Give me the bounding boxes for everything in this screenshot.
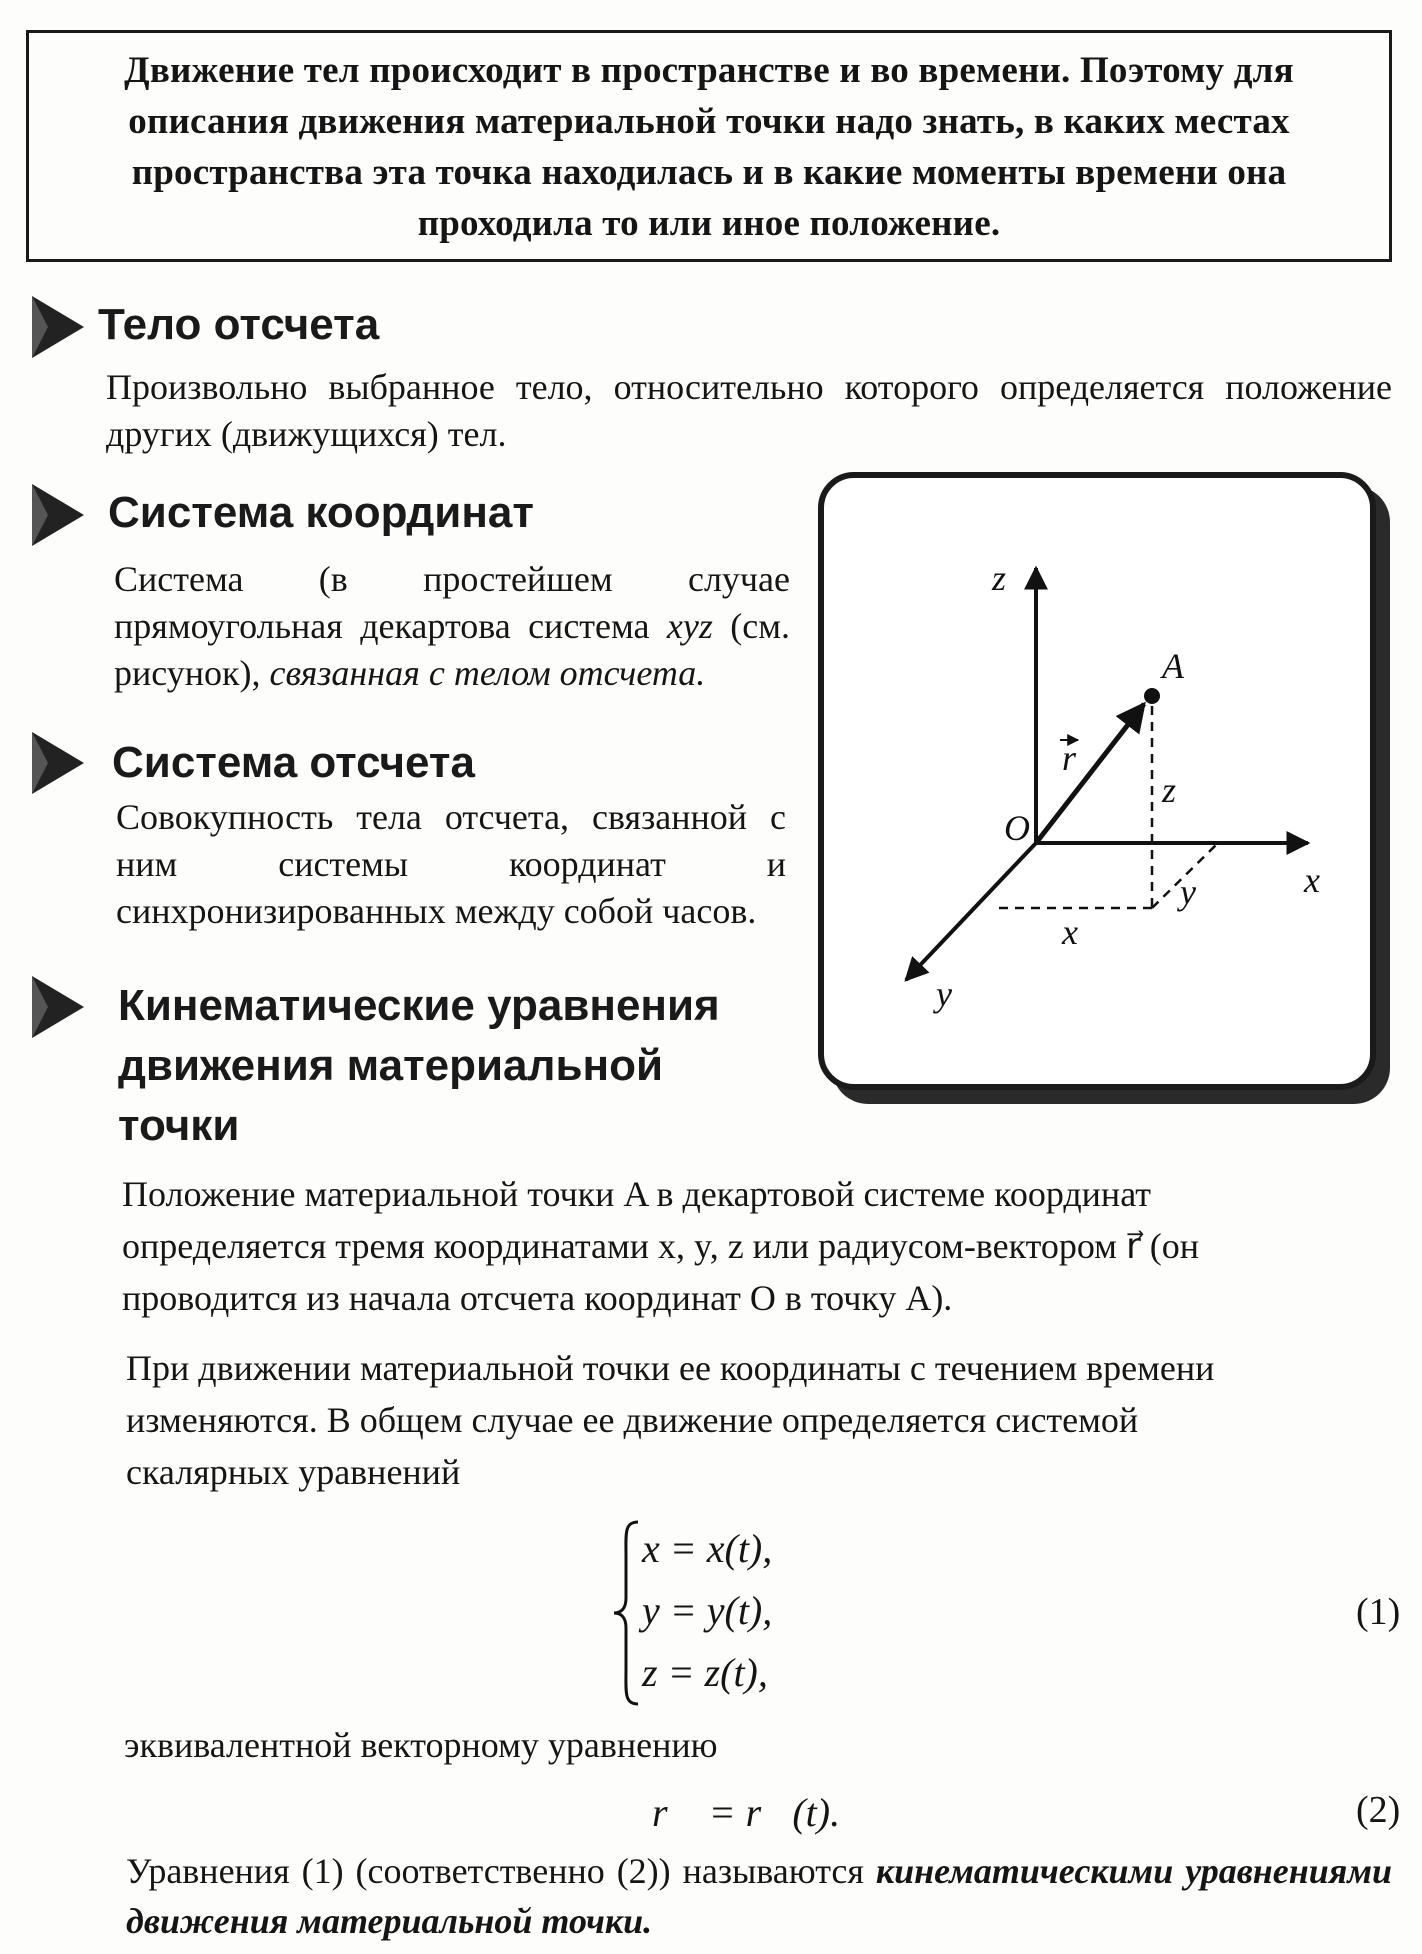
intro-box (26, 30, 1392, 262)
text-part: (см. рисунок), (114, 606, 791, 693)
equation-brace (612, 1518, 642, 1708)
text-part: Система (в простейшем случае прямоугольная декартова система (114, 559, 790, 646)
label-x-projection: x (1062, 912, 1078, 952)
definition-text: Произвольно выбранное тело, относительно которого определяется положение других (движущихся) тел. (106, 367, 1392, 454)
heading-kinematic-equations (118, 976, 720, 1156)
y-axis (906, 843, 1036, 980)
text-line: Положение материальной точки A в декартовой системе координат (122, 1174, 1151, 1214)
text-line: скалярных уравнений (126, 1452, 461, 1492)
intro-text: Движение тел происходит в пространстве и во времени. Поэтому для описания движения материальной точки надо знать, в каких местах пространства эта точка находилась и в какие моменты времени она проходила то или иное положение. (124, 50, 1294, 244)
text-line: определяется тремя координатами x, y, z или радиусом-вектором r⃗ (он (122, 1226, 1199, 1266)
label-origin: O (1004, 808, 1030, 848)
heading-reference-frame: Система отсчета (112, 738, 475, 787)
label-z-axis: z (992, 558, 1007, 598)
conclusion-text (126, 1846, 1392, 1946)
coordinate-diagram (824, 478, 1370, 1084)
connector-text: эквивалентной векторному уравнению (124, 1725, 718, 1765)
vector-equation: r⃗ = r⃗(t). (652, 1790, 841, 1835)
text-italic: связанная с телом отсчета. (269, 653, 706, 693)
conclusion-plain: Уравнения (1) (соответственно (2)) называются (126, 1851, 876, 1891)
coordinate-figure-frame (818, 472, 1376, 1090)
definition-text (114, 556, 790, 697)
equation-x: x = x(t), (642, 1526, 773, 1571)
definition-text: Совокупность тела отсчета, связанной с ним системы координат и синхронизированных между собой часов. (116, 797, 786, 931)
section-marker-icon (28, 480, 88, 550)
label-vector: r (1062, 738, 1077, 778)
radius-vector (1036, 704, 1144, 843)
equation-z: z = z(t), (642, 1650, 768, 1695)
label-y-projection: y (1180, 872, 1196, 912)
section-marker-icon (28, 972, 88, 1042)
heading-line: Кинематические уравнения (118, 981, 720, 1030)
section-marker-icon (28, 728, 88, 798)
label-y-axis: y (936, 974, 952, 1014)
definition-reference-body (106, 364, 1392, 458)
definition-reference-frame (116, 794, 786, 935)
text-line: изменяются. В общем случае ее движение определяется системой (126, 1400, 1139, 1440)
equation-y: y = y(t), (642, 1588, 773, 1633)
heading-coordinate-system: Система координат (108, 488, 534, 537)
heading-line: точки (118, 1101, 240, 1150)
definition-coordinate-system (114, 556, 790, 697)
equation-number-2: (2) (1356, 1789, 1401, 1831)
label-point: A (1162, 646, 1184, 686)
text-line: При движении материальной точки ее координаты с течением времени (126, 1348, 1215, 1388)
section-marker-icon (28, 292, 88, 362)
motion-paragraph (126, 1342, 1392, 1498)
position-paragraph (122, 1168, 1392, 1324)
label-z-projection: z (1162, 770, 1177, 810)
text-xyz: xyz (666, 606, 713, 646)
heading-reference-body: Тело отсчета (98, 300, 380, 349)
point-a (1144, 688, 1160, 704)
equation-number-1: (1) (1356, 1591, 1401, 1633)
equation-system (642, 1518, 772, 1704)
conclusion-term: кинематическими уравнениями движения материальной точки. (126, 1851, 1393, 1941)
label-x-axis: x (1304, 860, 1320, 900)
text-line: проводится из начала отсчета координат O в точку A). (122, 1278, 953, 1318)
heading-line: движения материальной (118, 1041, 663, 1090)
conclusion-paragraph (126, 1846, 1392, 1946)
